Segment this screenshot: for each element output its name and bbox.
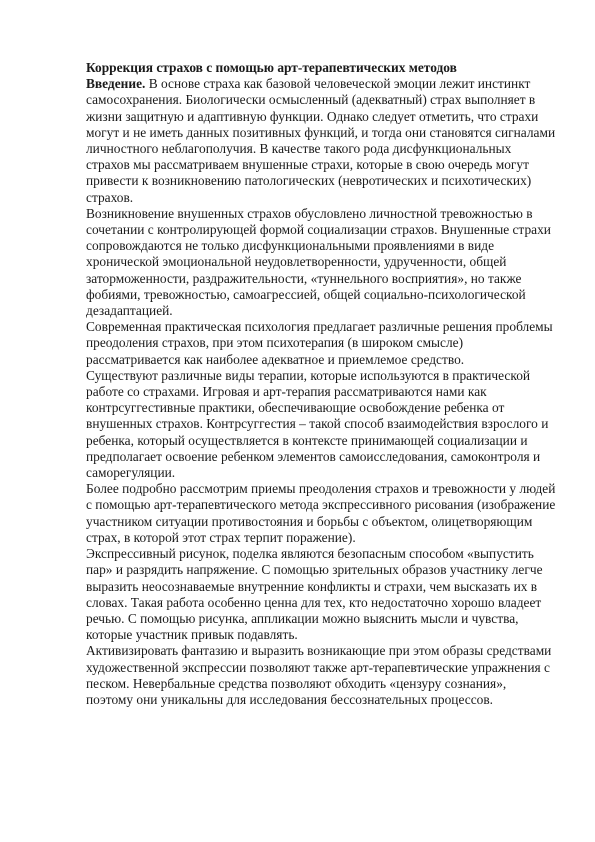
paragraph-induced-fears: Возникновение внушенных страхов обусловлено личностной тревожностью в сочетании с контролирующей формой социализации страхов. Внушенные страхи сопровождаются не только дисфункциональными проявлениями в виде хронической эмоциональной неудовлетворенности, удрученности, общей заторможенности, раздражительности, «туннельного восприятия», но также фобиями, тревожностью, самоагрессией, общей социально-психологической дезадаптацией. xyxy=(86,205,551,319)
paragraph-practical-psychology: Современная практическая психология предлагает различные решения проблемы преодоления страхов, при этом психотерапия (в широком смысле) рассматривается как наиболее адекватное и приемлемое средство. xyxy=(86,319,553,367)
introduction-label: Введение. xyxy=(86,76,146,92)
paragraph-therapy-types: Существуют различные виды терапии, которые используются в практической работе со страхами. Игровая и арт-терапия рассматриваются нами как контрсуггестивные практики, обеспечивающие освобождение ребенка от внушенных страхов. Контрсуггестия – такой способ взаимодействия взрослого и ребенка, который осуществляется в контексте принимающей социализации и предполагает освоение ребенком элементов самоисследования, самоконтроля и саморегуляции. xyxy=(86,367,549,481)
document-page xyxy=(86,60,556,708)
paragraph-introduction xyxy=(86,76,556,206)
paragraph-expressive-drawing-benefits: Экспрессивный рисунок, поделка являются безопасным способом «выпустить пар» и разрядить напряжение. С помощью зрительных образов участнику легче выразить неосознаваемые внутренние конфликты и страхи, чем высказать их в словах. Такая работа особенно ценна для тех, кто недостаточно хорошо владеет речью. С помощью рисунка, аппликации можно выяснить мысли и чувства, которые участник привык подавлять. xyxy=(86,546,543,643)
introduction-text: В основе страха как базовой человеческой эмоции лежит инстинкт самосохранения. Биологически осмысленный (адекватный) страх выполняет в жизни защитную и адаптивную функции. Однако следует отметить, что страхи могут и не иметь данных позитивных функций, и тогда они становятся сигналами личностного неблагополучия. В качестве такого рода дисфункциональных страхов мы рассматриваем внушенные страхи, которые в свою очередь могут привести к возникновению патологических (невротических и психотических) страхов. xyxy=(86,76,556,205)
paragraph-expressive-drawing: Более подробно рассмотрим приемы преодоления страхов и тревожности у людей с помощью арт-терапевтического метода экспрессивного рисования (изображение участником ситуации противостояния и борьбы с объектом, олицетворяющим страх, в которой этот страх терпит поражение). xyxy=(86,481,556,545)
paragraph-sand-therapy: Активизировать фантазию и выразить возникающие при этом образы средствами художественной экспрессии позволяют также арт-терапевтические упражнения с песком. Невербальные средства позволяют обходить «цензуру сознания», поэтому они уникальны для исследования бессознательных процессов. xyxy=(86,643,552,707)
document-title: Коррекция страхов с помощью арт-терапевтических методов xyxy=(86,60,457,75)
